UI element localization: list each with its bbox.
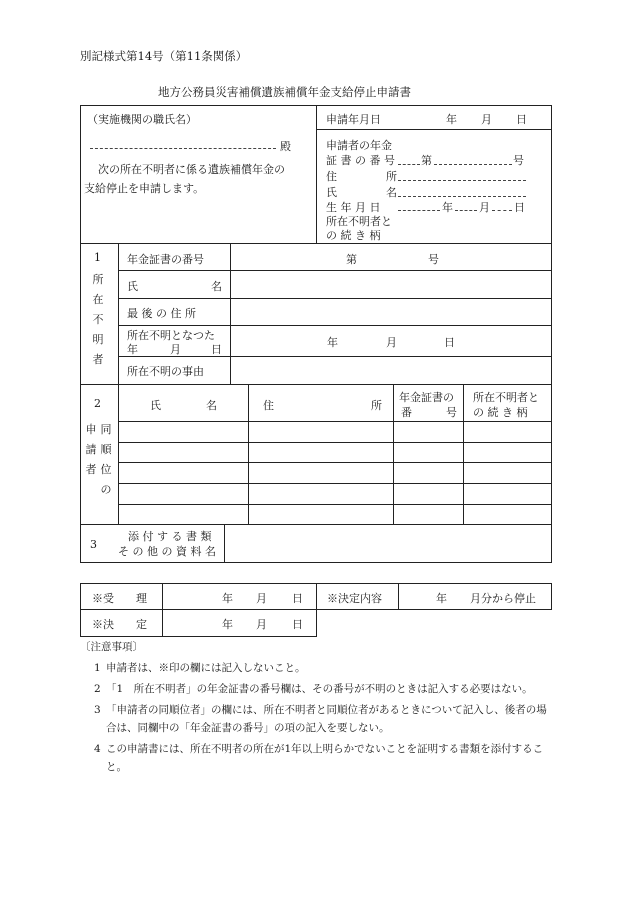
missing-date-label-1: 所在不明となつた bbox=[127, 329, 215, 342]
decided-year: 年 bbox=[222, 618, 233, 631]
note-item: 2 「1 所在不明者」の年金証書の番号欄は、その番号が不明のときは記入する必要はない。 bbox=[94, 683, 533, 695]
col-address-b: 所 bbox=[371, 399, 382, 412]
form-title: 地方公務員災害補償遺族補償年金支給停止申請書 bbox=[158, 85, 411, 99]
applicant-name-a: 氏 bbox=[326, 186, 337, 199]
col-cert-2b: 号 bbox=[446, 406, 457, 419]
applicant-name-b: 名 bbox=[386, 186, 397, 199]
application-day: 日 bbox=[516, 113, 527, 126]
section1-number: 1 bbox=[94, 251, 101, 264]
applicant-dob-year: 年 bbox=[442, 201, 453, 214]
applicant-dob-year-field[interactable] bbox=[398, 210, 440, 211]
section2-heading-col2: 同 順 位 の bbox=[100, 423, 112, 496]
application-year: 年 bbox=[446, 113, 457, 126]
note-item: 1 申請者は、※印の欄には記入しないこと。 bbox=[94, 662, 306, 674]
col-relation-1: 所在不明者と bbox=[473, 391, 539, 404]
applicant-dob-month: 月 bbox=[479, 201, 490, 214]
col-name-a: 氏 bbox=[150, 399, 161, 412]
missing-name-b: 名 bbox=[211, 280, 222, 293]
form-number: 別記様式第14号（第11条関係） bbox=[80, 49, 248, 63]
applicant-dob-day: 日 bbox=[514, 201, 525, 214]
missing-date-label-2b: 月 bbox=[170, 343, 181, 356]
received-year: 年 bbox=[222, 592, 233, 605]
missing-date-label-2a: 年 bbox=[127, 343, 138, 356]
agency-label: （実施機関の職氏名） bbox=[87, 113, 197, 126]
note-item: 3 「申請者の同順位者」の欄には、所在不明者と同順位者があるときについて記入し、後者の場合は、同欄中の「年金証書の番号」の項の記入を要しない。 bbox=[94, 704, 547, 734]
applicant-dob-day-field[interactable] bbox=[492, 210, 512, 211]
applicant-cert-label-2: 証 書 の 番 号 bbox=[326, 154, 395, 167]
note-item: 4 この申請書には、所在不明者の所在が1年以上明らかでないことを証明する書類を添付すること。 bbox=[94, 743, 544, 773]
applicant-dob-month-field[interactable] bbox=[455, 210, 477, 211]
missing-date-label-2c: 日 bbox=[211, 343, 222, 356]
section3-number: 3 bbox=[90, 538, 97, 551]
decided-day: 日 bbox=[292, 618, 303, 631]
applicant-cert-go: 号 bbox=[513, 154, 524, 167]
section3-label-2: そ の 他 の 資 料 名 bbox=[118, 545, 216, 558]
stop-month-text: 月分から停止 bbox=[470, 592, 536, 605]
applicant-relation-1: 所在不明者と bbox=[326, 215, 392, 228]
section1-heading: 所 在 不 明 者 bbox=[92, 273, 104, 366]
missing-cert-label: 年金証書の番号 bbox=[127, 253, 204, 266]
notes-heading: 〔注意事項〕 bbox=[80, 641, 143, 653]
received-day: 日 bbox=[292, 592, 303, 605]
applicant-address-a: 住 bbox=[326, 170, 337, 183]
missing-cert-dai: 第 bbox=[346, 253, 357, 266]
col-cert-1: 年金証書の bbox=[399, 391, 454, 404]
received-month: 月 bbox=[256, 592, 267, 605]
missing-date-month: 月 bbox=[386, 336, 397, 349]
col-relation-2: の 続 き 柄 bbox=[473, 406, 528, 419]
applicant-address-field[interactable] bbox=[398, 180, 526, 181]
section2-number: 2 bbox=[94, 397, 101, 410]
applicant-cert-label-1: 申請者の年金 bbox=[326, 139, 392, 152]
col-cert-2a: 番 bbox=[401, 406, 412, 419]
decided-month: 月 bbox=[256, 618, 267, 631]
applicant-cert-dai: 第 bbox=[421, 154, 432, 167]
col-address-a: 住 bbox=[263, 399, 274, 412]
request-text-line1: 次の所在不明者に係る遺族補償年金の bbox=[98, 163, 285, 176]
missing-last-address: 最 後 の 住 所 bbox=[127, 307, 196, 320]
applicant-cert-field[interactable] bbox=[434, 164, 512, 165]
received-label: ※受 理 bbox=[92, 592, 147, 605]
missing-reason-label: 所在不明の事由 bbox=[127, 365, 204, 378]
agency-name-field[interactable] bbox=[90, 148, 276, 149]
decision-content-label: ※決定内容 bbox=[327, 592, 382, 605]
application-date-label: 申請年月日 bbox=[326, 113, 381, 126]
applicant-address-b: 所 bbox=[386, 170, 397, 183]
notes bbox=[80, 638, 555, 776]
stop-year: 年 bbox=[436, 592, 447, 605]
missing-date-day: 日 bbox=[444, 336, 455, 349]
applicant-relation-2: の 続 き 柄 bbox=[326, 229, 381, 242]
section2-heading-col1: 申 請 者 bbox=[85, 423, 97, 476]
col-name-b: 名 bbox=[206, 399, 217, 412]
missing-name-a: 氏 bbox=[127, 280, 138, 293]
section3-label-1: 添 付 す る 書 類 bbox=[128, 530, 212, 543]
honorific: 殿 bbox=[280, 140, 291, 153]
missing-cert-go: 号 bbox=[428, 253, 439, 266]
applicant-name-field[interactable] bbox=[398, 196, 526, 197]
missing-date-year: 年 bbox=[327, 336, 338, 349]
decided-label: ※決 定 bbox=[92, 618, 147, 631]
applicant-dob-label: 生 年 月 日 bbox=[326, 201, 381, 214]
application-month: 月 bbox=[481, 113, 492, 126]
request-text-line2: 支給停止を申請します。 bbox=[84, 182, 205, 195]
